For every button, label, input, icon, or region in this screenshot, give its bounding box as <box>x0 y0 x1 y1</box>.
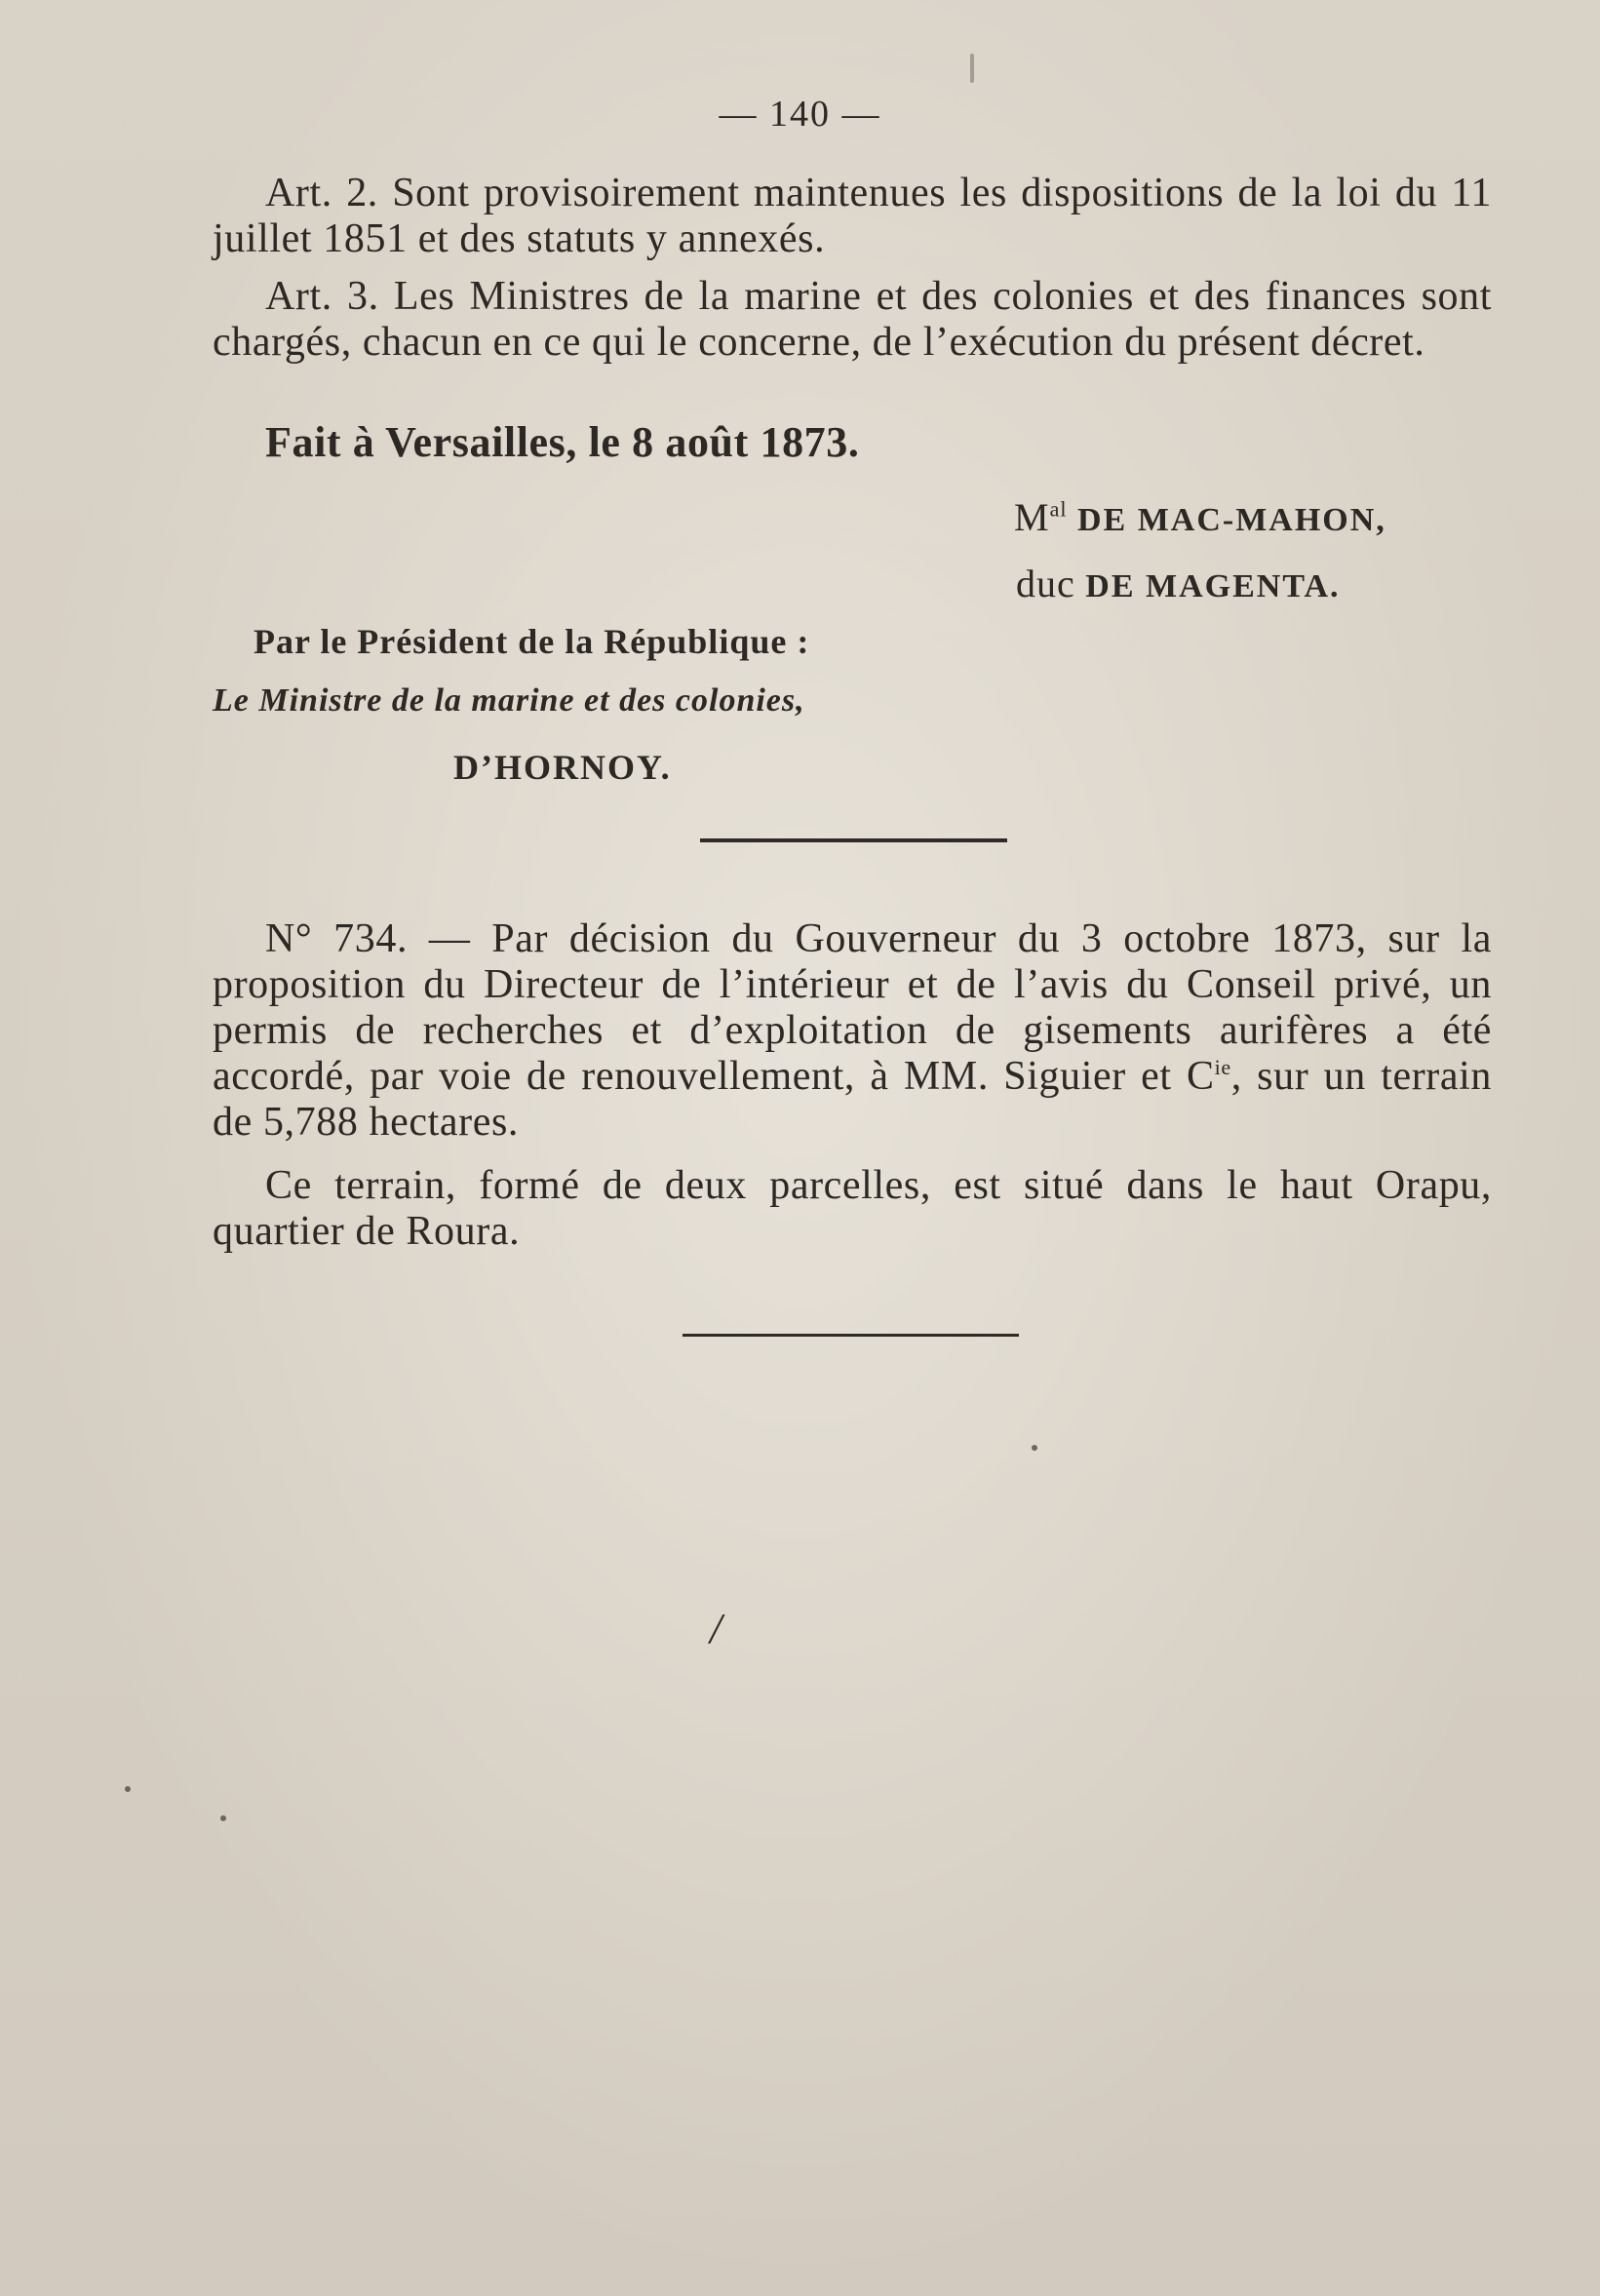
decision-text: N° 734. — Par décision du Gouverneur du 3 octobre 1873, sur la proposition du Directeur de l’intérieur et de l’avis du Conseil privé, un permis de recherches et d’exploitation de gisements aurifères a été accordé, par voie de renouvellement, à MM. Siguier et C <box>213 916 1492 1099</box>
end-divider <box>683 1334 1019 1337</box>
decision-paragraph <box>213 916 1492 1146</box>
page-number: — 140 — <box>719 94 881 135</box>
paper-speck <box>125 1786 131 1792</box>
decision-text-end: , sur un terrain de 5,788 hectares. <box>213 1054 1493 1145</box>
section-divider <box>700 838 1007 842</box>
signature-name: DE MAC-MAHON, <box>1067 502 1386 538</box>
stray-mark: / <box>710 1605 722 1653</box>
signature-title-lead: duc <box>1016 562 1075 605</box>
signature-line-1 <box>1014 494 1386 540</box>
paper-speck <box>970 54 974 83</box>
terrain-paragraph: Ce terrain, formé de deux parcelles, est situé dans le haut Orapu, quartier de Roura. <box>213 1163 1492 1254</box>
paper-speck <box>220 1815 226 1821</box>
signature-line-2 <box>1016 561 1341 606</box>
signature-prefix-superscript: al <box>1049 496 1068 522</box>
signature-title: DE MAGENTA. <box>1074 568 1341 604</box>
decision-superscript: ie <box>1214 1055 1231 1079</box>
countersign-minister-title: Le Ministre de la marine et des colonies, <box>213 682 805 719</box>
place-date-line: Fait à Versailles, le 8 août 1873. <box>265 418 860 466</box>
countersign-name: D’HORNOY. <box>453 748 672 787</box>
paper-speck <box>1032 1445 1037 1451</box>
countersign-intro: Par le Président de la République : <box>254 622 810 661</box>
article-2-paragraph: Art. 2. Sont provisoirement maintenues les dispositions de la loi du 11 juillet 1851 et des statuts y annexés. <box>213 171 1492 261</box>
signature-prefix: M <box>1014 495 1050 539</box>
article-3-paragraph: Art. 3. Les Ministres de la marine et des colonies et des finances sont chargés, chacun en ce qui le concerne, de l’exécution du présent décret. <box>213 274 1492 365</box>
